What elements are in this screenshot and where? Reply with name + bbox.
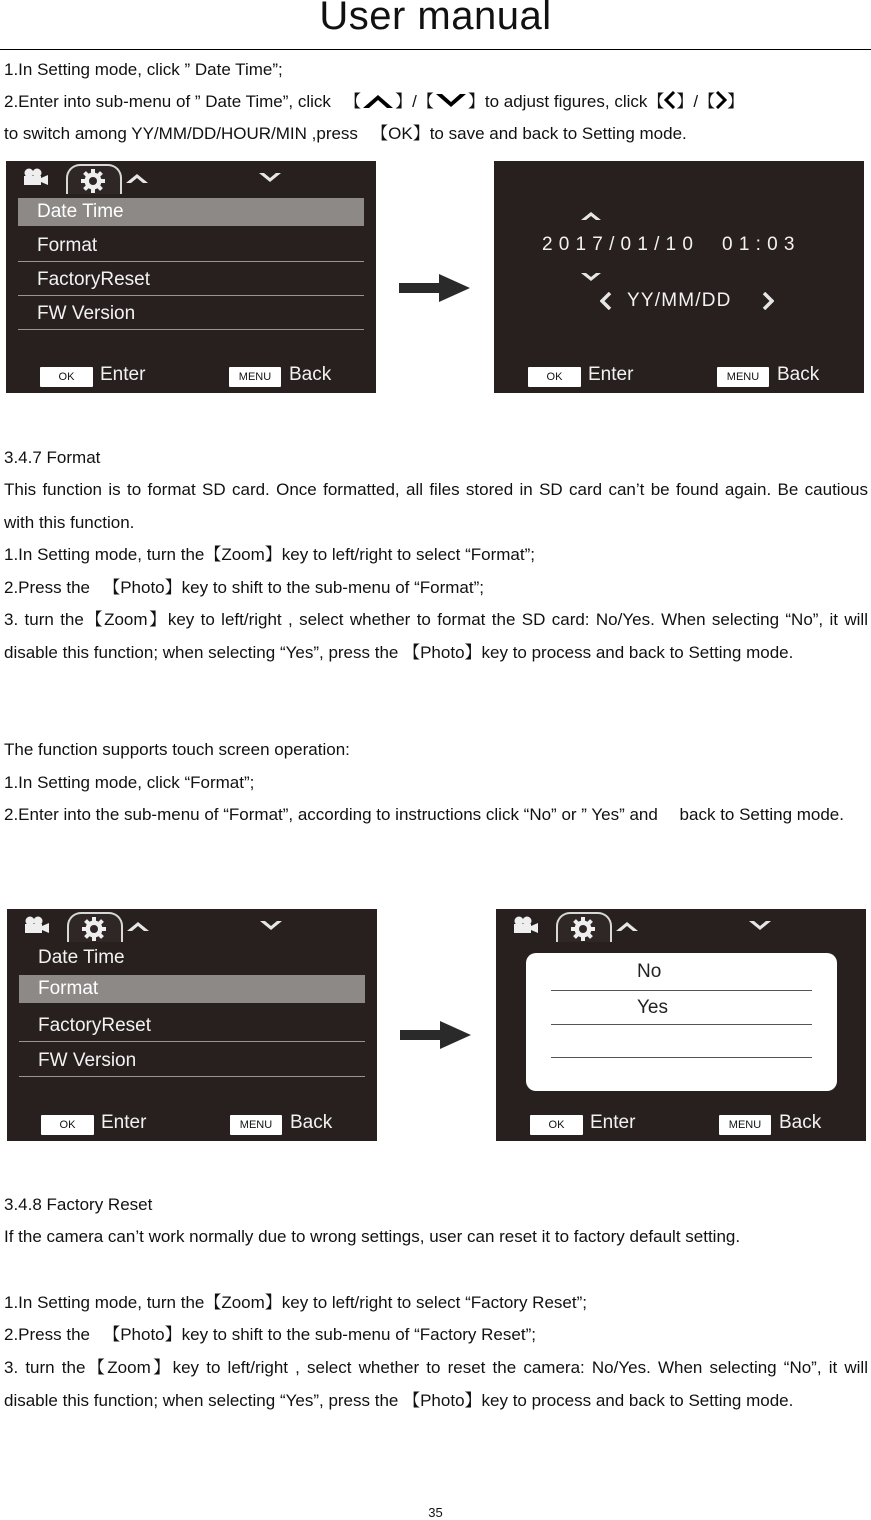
scroll-down-icon[interactable] <box>259 920 283 932</box>
title-rule <box>0 49 871 50</box>
intro-step2-d: 】/【 <box>676 92 716 111</box>
enter-label: Enter <box>101 1112 147 1133</box>
back-label: Back <box>779 1112 822 1133</box>
screen-topbar <box>7 909 377 941</box>
menu-button[interactable]: MENU <box>719 1115 771 1135</box>
ok-button[interactable]: OK <box>41 1115 94 1135</box>
back-label: Back <box>289 364 332 385</box>
menu-divider <box>19 1041 365 1042</box>
datetime-value: 2017/01/10 01:03 <box>542 234 801 255</box>
video-camera-icon <box>513 916 539 934</box>
menu-divider <box>18 329 364 330</box>
menu-button[interactable]: MENU <box>229 367 281 387</box>
format-step1: 1.In Setting mode, turn the【Zoom】key to left/right to select “Format”; <box>4 545 535 564</box>
camera-screen-datetime-editor <box>494 161 864 393</box>
enter-label: Enter <box>590 1112 636 1133</box>
up-arrow-icon <box>361 93 395 109</box>
intro-step2-continued: to switch among YY/MM/DD/HOUR/MIN ,press 【OK】to save and back to Setting mode. <box>4 124 687 143</box>
right-arrow-icon <box>715 91 727 109</box>
dialog-divider <box>551 1024 812 1025</box>
page-title: User manual <box>319 0 552 38</box>
datetime-field-mode: YY/MM/DD <box>627 290 732 311</box>
gear-icon <box>80 168 106 194</box>
reset-heading: 3.4.8 Factory Reset <box>4 1195 153 1214</box>
menu-item-format[interactable]: Format <box>37 235 98 256</box>
intro-step2-a: 2.Enter into sub-menu of ” Date Time”, click 【 <box>4 92 362 111</box>
back-label: Back <box>290 1112 333 1133</box>
reset-step2: 2.Press the 【Photo】key to shift to the sub-menu of “Factory Reset”; <box>4 1325 536 1344</box>
intro-step2-b: 】/【 <box>395 92 434 111</box>
camera-screen-format-dialog <box>496 909 866 1141</box>
gear-icon <box>81 916 107 942</box>
camera-screen-settings-datetime <box>6 161 376 393</box>
format-heading: 3.4.7 Format <box>4 448 101 467</box>
settings-tab[interactable] <box>66 164 122 194</box>
scroll-up-icon[interactable] <box>615 920 639 932</box>
transition-arrow-icon <box>399 273 471 303</box>
enter-label: Enter <box>100 364 146 385</box>
back-label: Back <box>777 364 820 385</box>
settings-tab[interactable] <box>556 912 612 942</box>
enter-label: Enter <box>588 364 634 385</box>
intro-step2-e: 】 <box>727 92 745 111</box>
page-number: 35 <box>428 1505 443 1520</box>
scroll-up-icon[interactable] <box>125 172 149 184</box>
increase-arrow-icon[interactable] <box>580 210 602 221</box>
reset-description: If the camera can’t work normally due to wrong settings, user can reset it to factory default setting. <box>4 1227 741 1246</box>
menu-item-date-time[interactable]: Date Time <box>38 947 125 968</box>
ok-button[interactable]: OK <box>530 1115 583 1135</box>
video-camera-icon <box>24 916 50 934</box>
menu-button[interactable]: MENU <box>230 1115 282 1135</box>
screen-topbar <box>496 909 866 941</box>
intro-step2 <box>4 86 868 119</box>
intro-step1: 1.In Setting mode, click ” Date Time”; <box>4 60 283 79</box>
menu-item-factory-reset[interactable]: FactoryReset <box>38 1015 151 1036</box>
scroll-up-icon[interactable] <box>126 920 150 932</box>
dialog-divider <box>551 1057 812 1058</box>
previous-field-icon[interactable] <box>600 292 612 310</box>
down-arrow-icon <box>434 93 468 109</box>
camera-screen-settings-format <box>7 909 377 1141</box>
format-touch-intro: The function supports touch screen operation: <box>4 740 350 759</box>
format-option-no[interactable]: No <box>637 961 662 982</box>
ok-button[interactable]: OK <box>528 367 581 387</box>
format-touch-step1: 1.In Setting mode, click “Format”; <box>4 773 255 792</box>
format-description: This function is to format SD card. Once formatted, all files stored in SD card can’t be found again. Be cautious with this function. <box>4 480 868 532</box>
format-step2: 2.Press the 【Photo】key to shift to the sub-menu of “Format”; <box>4 578 484 597</box>
menu-divider <box>19 1076 365 1077</box>
menu-item-factory-reset[interactable]: FactoryReset <box>37 269 150 290</box>
screen-topbar <box>6 161 376 193</box>
next-field-icon[interactable] <box>762 292 774 310</box>
decrease-arrow-icon[interactable] <box>580 272 602 283</box>
format-touch-step2: 2.Enter into the sub-menu of “Format”, according to instructions click “No” or ” Yes” and back to Setting mode. <box>4 805 844 824</box>
menu-button[interactable]: MENU <box>717 367 769 387</box>
settings-tab[interactable] <box>67 912 123 942</box>
reset-step1: 1.In Setting mode, turn the【Zoom】key to left/right to select “Factory Reset”; <box>4 1293 587 1312</box>
reset-step3: 3. turn the【Zoom】key to left/right , select whether to reset the camera: No/Yes. When selecting “No”, it will disable this function; when selecting “Yes”, press the 【Photo】key to process and back to Setting mode. <box>4 1358 868 1410</box>
format-confirm-dialog <box>526 953 837 1091</box>
scroll-down-icon[interactable] <box>258 172 282 184</box>
menu-item-date-time[interactable]: Date Time <box>18 198 364 226</box>
menu-item-fw-version[interactable]: FW Version <box>38 1050 137 1071</box>
intro-step2-c: 】to adjust figures, click【 <box>467 92 665 111</box>
video-camera-icon <box>23 168 49 186</box>
format-option-yes[interactable]: Yes <box>637 997 668 1018</box>
menu-item-fw-version[interactable]: FW Version <box>37 303 136 324</box>
dialog-divider <box>551 990 812 991</box>
menu-divider <box>18 261 364 262</box>
format-step3: 3. turn the【Zoom】key to left/right , select whether to format the SD card: No/Yes. When selecting “No”, it will disable this function; when selecting “Yes”, press the 【Photo】key to process and back to Setting mode. <box>4 610 868 662</box>
menu-divider <box>18 295 364 296</box>
transition-arrow-icon <box>400 1020 472 1050</box>
scroll-down-icon[interactable] <box>748 920 772 932</box>
menu-item-format[interactable]: Format <box>19 975 365 1003</box>
left-arrow-icon <box>664 91 676 109</box>
ok-button[interactable]: OK <box>40 367 93 387</box>
gear-icon <box>570 916 596 942</box>
